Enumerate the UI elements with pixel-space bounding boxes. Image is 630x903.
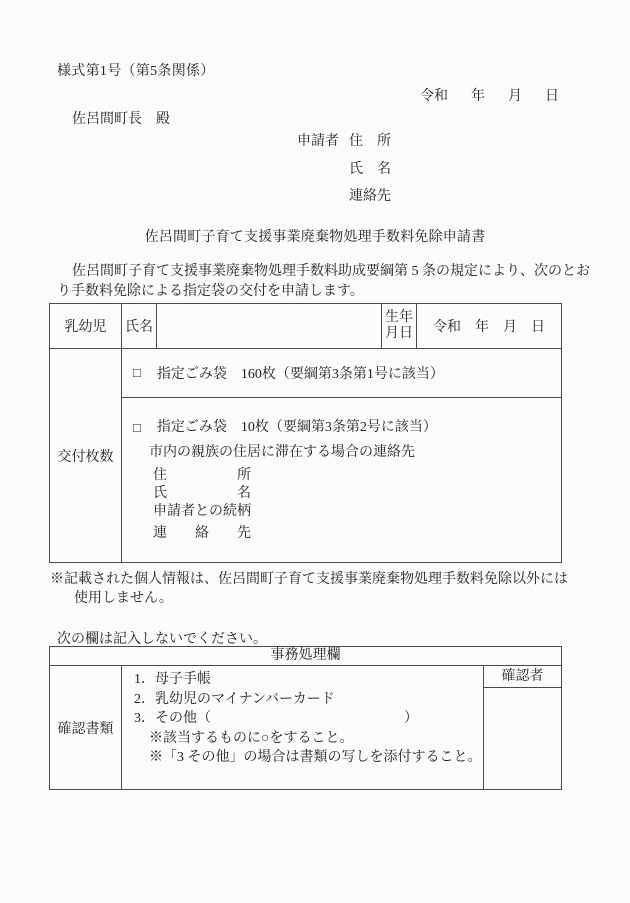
relative-address-label: 住所 (153, 468, 251, 483)
applicant-address-label: 住 所 (349, 134, 391, 149)
office-note-2: ※「3 その他」の場合は書類の写しを添付すること。 (149, 750, 482, 765)
office-processing-table (49, 646, 562, 790)
privacy-note-line1: ※記載された個人情報は、佐呂間町子育て支援事業廃棄物処理手数料免除以外には (50, 572, 568, 587)
applicant-contact-label: 連絡先 (349, 189, 391, 204)
applicant-block (297, 132, 391, 215)
confirmation-docs-header: 確認書類 (50, 666, 122, 790)
privacy-note (50, 570, 568, 608)
option1-cell (122, 349, 562, 398)
applicant-contact-row (297, 187, 391, 206)
date-month-label: 月 (508, 89, 522, 104)
doc-item-3 (134, 709, 483, 729)
office-table-header: 事務処理欄 (50, 647, 562, 666)
infant-row-header: 乳幼児 (50, 304, 122, 349)
birthdate-label-cell (382, 304, 417, 349)
relative-relation-label: 申請者との続柄 (153, 504, 251, 519)
doc-item-3-suffix: ） (404, 711, 418, 726)
option2-checkbox-icon[interactable]: □ (133, 420, 141, 435)
addressee: 佐呂間町長 殿 (72, 112, 170, 127)
birthdate-input-cell[interactable]: 令和 年 月 日 (417, 304, 562, 349)
infant-name-label: 氏名 (122, 304, 157, 349)
body-line-1: 佐呂間町子育て支援事業廃棄物処理手数料助成要綱第 5 条の規定により、次のとお (72, 264, 590, 279)
form-number: 様式第1号（第5条関係） (57, 64, 215, 79)
birthdate-label-line2: 月日 (385, 326, 413, 341)
option1-checkbox-icon[interactable]: □ (133, 365, 141, 380)
relative-name-label: 氏名 (153, 486, 251, 501)
date-era-label: 令和 (420, 89, 448, 104)
doc-item-3-prefix: 3．その他（ (134, 711, 211, 726)
relative-contact-label: 連絡先 (153, 526, 251, 541)
option1-text: 指定ごみ袋 160枚（要綱第3条第1号に該当） (156, 367, 444, 382)
option2-note: 市内の親族の住居に滞在する場合の連絡先 (149, 445, 415, 460)
checker-signature-cell (484, 688, 562, 790)
application-table (49, 303, 562, 563)
birthdate-label-line1: 生年 (385, 310, 413, 325)
confirmation-docs-cell (122, 666, 484, 790)
option2-cell (122, 398, 562, 563)
option2-fields (122, 467, 561, 543)
office-note-1: ※該当するものに○をすること。 (149, 730, 354, 746)
applicant-address-row (297, 132, 391, 151)
body-paragraph (57, 262, 597, 302)
issue-count-header: 交付枚数 (50, 349, 122, 563)
office-use-note: 次の欄は記入しないでください。 (57, 632, 267, 647)
date-year-label: 年 (471, 89, 485, 104)
option2-text: 指定ごみ袋 10枚（要綱第3条第2号に該当） (156, 420, 437, 435)
application-date-line (420, 85, 559, 105)
date-day-label: 日 (545, 89, 559, 104)
applicant-name-row (297, 160, 391, 179)
checker-header: 確認者 (484, 666, 562, 688)
body-line-2: り手数料免除による指定袋の交付を申請します。 (57, 284, 364, 299)
document-title: 佐呂間町子育て支援事業廃棄物処理手数料免除申請書 (144, 230, 486, 245)
applicant-name-label: 氏 名 (349, 161, 391, 177)
infant-name-input-cell[interactable] (157, 304, 382, 349)
privacy-note-line2: 使用しません。 (74, 591, 173, 606)
applicant-label: 申請者 (297, 134, 339, 149)
doc-item-2: 2．乳幼児のマイナンバーカード (134, 691, 335, 707)
doc-item-1: 1．母子手帳 (134, 672, 211, 687)
